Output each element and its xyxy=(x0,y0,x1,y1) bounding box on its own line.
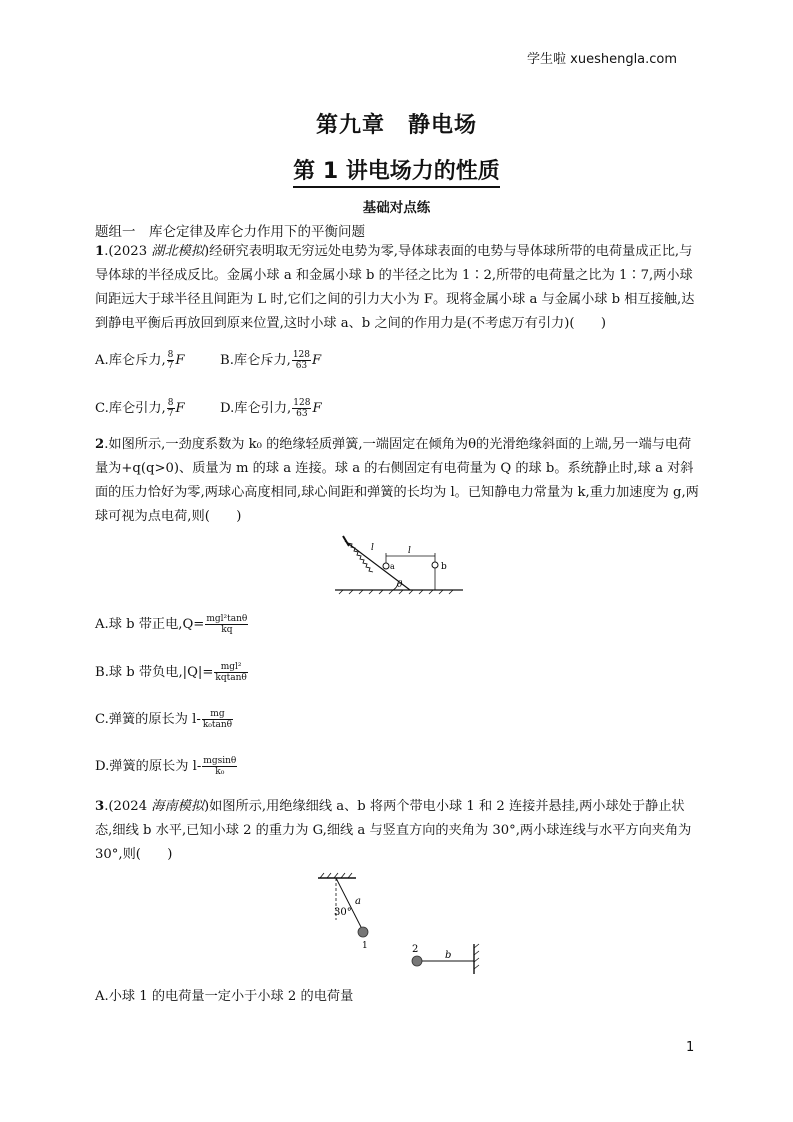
ball-a xyxy=(383,563,389,569)
q2-option-b[interactable] xyxy=(95,662,249,683)
separation-label: l xyxy=(408,546,411,556)
ball-2 xyxy=(412,956,422,966)
q3-option-a[interactable] xyxy=(95,987,353,1007)
q1-option-c-fraction: $\frac{8}{7}$ xyxy=(167,398,174,419)
question-2-number: 2 xyxy=(95,437,105,452)
angle-label: 30° xyxy=(334,907,352,918)
q2-option-d-label: D.弹簧的原长为 l- xyxy=(95,759,202,774)
incline-figure xyxy=(335,533,465,595)
spring xyxy=(348,543,373,572)
question-1-source-prefix: .(2023 xyxy=(104,244,152,259)
q1-option-c[interactable]: C.库仑引力, $\frac{8}{7}$ F xyxy=(95,398,185,419)
theta-label: θ xyxy=(397,580,403,590)
section-title: 基础对点练 xyxy=(362,200,431,216)
thread-b-label: b xyxy=(445,950,452,961)
ball-1-label: 1 xyxy=(362,941,368,951)
ceiling-hatch xyxy=(320,873,352,878)
q2-option-a-fraction: $\frac{\text{mgl²tanθ}}{kq}$ xyxy=(206,614,248,635)
page-number: 1 xyxy=(686,1040,695,1055)
q2-option-c[interactable] xyxy=(95,709,234,730)
question-2-text: .如图所示,一劲度系数为 k₀ 的绝缘轻质弹簧,一端固定在倾角为θ的光滑绝缘斜面的上端,另一端与电荷量为+q(q>0)、质量为 m 的球 a 连接。球 a 的右侧固定有电荷量为 Q 的球 b。系统静止时,球 a 对斜面的压力恰好为零,两球心高度相同,球心间距和弹簧的长均为 l。已知静电力常量为 k,重力加速度为 g,两球可视为点电荷,则( ) xyxy=(95,437,699,524)
q2-option-c-fraction: $\frac{mg}{\text{k₀tanθ}}$ xyxy=(202,709,233,730)
group-title: 题组一 库仑定律及库仑力作用下的平衡问题 xyxy=(95,224,365,240)
lesson-title xyxy=(0,154,793,185)
q2-option-d[interactable] xyxy=(95,756,238,777)
q2-option-b-label: B.球 b 带负电,|Q|= xyxy=(95,665,214,680)
question-3-text: )如图所示,用绝缘细线 a、b 将两个带电小球 1 和 2 连接并悬挂,两小球处于静止状态,细线 b 水平,已知小球 2 的重力为 G,细线 a 与竖直方向的夹角为 30°,两小球连线与水平方向夹角为 30°,则( ) xyxy=(95,799,692,862)
question-3-source: 海南模拟 xyxy=(151,799,205,814)
q1-option-d[interactable]: D.库仑引力, $\frac{128}{63}$ F xyxy=(220,398,322,419)
q2-option-b-fraction: $\frac{\text{mgl²}}{kqtan\theta}$ xyxy=(215,662,247,683)
thread-a-label: a xyxy=(355,896,361,907)
q1-option-d-fraction: $\frac{128}{63}$ xyxy=(293,398,311,419)
ball-b-label: b xyxy=(441,562,447,572)
q1-option-b-label: B.库仑斥力, xyxy=(220,353,291,368)
question-3 xyxy=(95,795,700,867)
q1-option-c-label: C.库仑引力, xyxy=(95,401,166,416)
q2-option-a[interactable] xyxy=(95,614,249,635)
wall-mount xyxy=(343,536,349,546)
ball-2-label: 2 xyxy=(412,944,419,955)
pendulum-figure xyxy=(316,870,488,976)
question-1-number: 1 xyxy=(95,244,105,259)
lesson-title-text: 第 1 讲电场力的性质 xyxy=(293,159,500,188)
question-2 xyxy=(95,433,700,529)
q3-option-a-label: A.小球 1 的电荷量一定小于小球 2 的电荷量 xyxy=(95,989,354,1004)
ball-1 xyxy=(358,927,368,937)
q2-option-a-label: A.球 b 带正电,Q= xyxy=(95,617,205,632)
q2-option-d-fraction: $\frac{mgsin\theta}{\text{k₀}}$ xyxy=(203,756,237,777)
question-1-source: 湖北模拟 xyxy=(151,244,205,259)
q1-option-d-label: D.库仑引力, xyxy=(220,401,292,416)
q2-option-c-label: C.弹簧的原长为 l- xyxy=(95,712,201,727)
q1-option-a-label: A.库仑斥力, xyxy=(95,353,166,368)
wall-hatch xyxy=(474,944,479,969)
q1-option-b-fraction: $\frac{128}{63}$ xyxy=(292,350,311,371)
ball-b xyxy=(432,562,438,568)
question-3-source-prefix: .(2024 xyxy=(104,799,152,814)
q1-option-b[interactable]: B.库仑斥力, $\frac{128}{63}$ F xyxy=(220,350,322,371)
spring-length-label: l xyxy=(371,543,374,553)
question-1-text: )经研究表明取无穷远处电势为零,导体球表面的电势与导体球所带的电荷量成正比,与导体球的半径成反比。金属小球 a 和金属小球 b 的半径之比为 1∶2,所带的电荷量之比为 1∶7,两小球间距远大于球半径且间距为 L 时,它们之间的引力大小为 F。现将金属小球 a 与金属小球 b 相互接触,达到静电平衡后再放回到原来位置,这时小球 a、b 之间的作用力是(不考虑万有引力)( ) xyxy=(95,244,695,331)
q1-option-a-fraction: $\frac{8}{7}$ xyxy=(167,350,174,371)
ball-a-label: a xyxy=(390,562,395,571)
q1-option-a[interactable]: A.库仑斥力, $\frac{8}{7}$ F xyxy=(95,350,185,371)
chapter-title: 第九章 静电场 xyxy=(315,113,477,138)
question-1 xyxy=(95,240,700,336)
question-3-number: 3 xyxy=(95,799,105,814)
watermark: 学生啦 xueshengla.com xyxy=(527,52,678,67)
